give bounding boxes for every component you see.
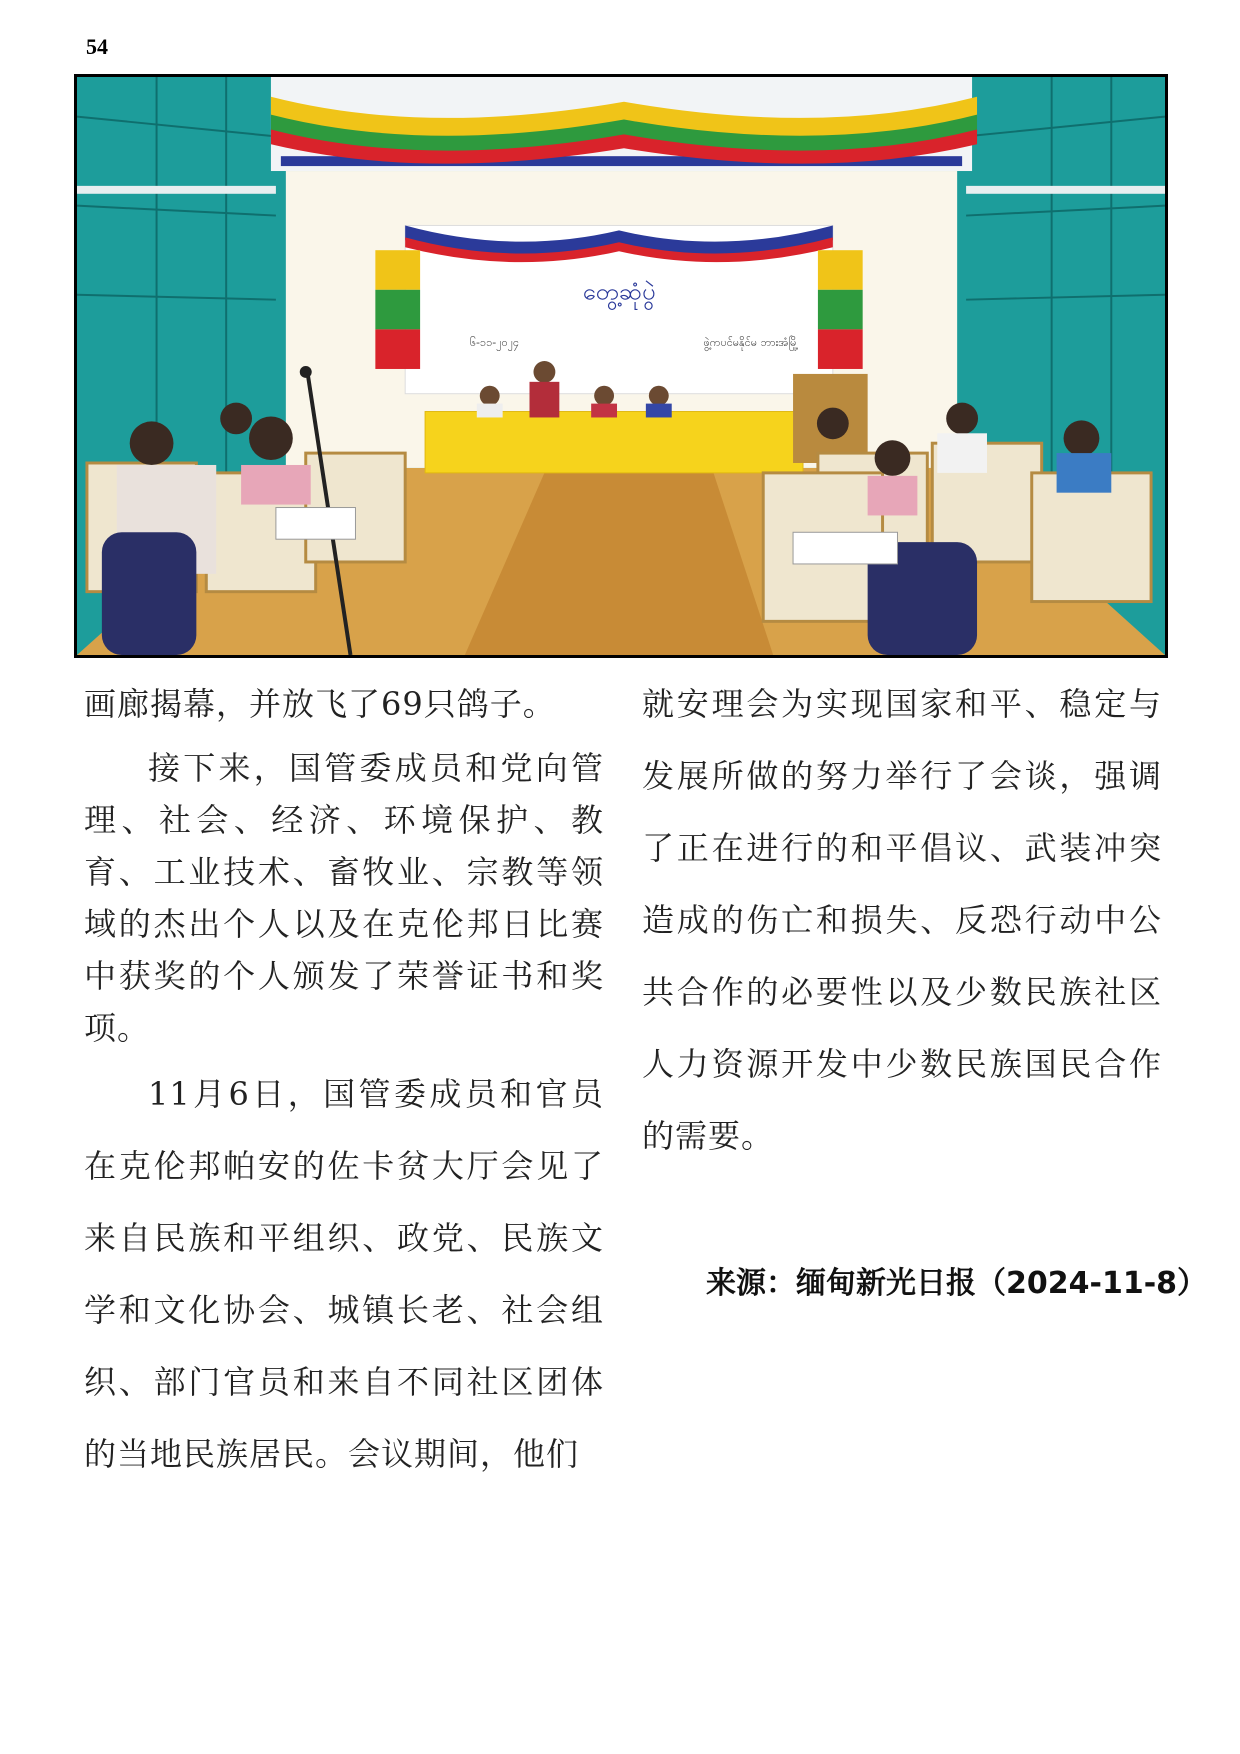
meeting-hall-photo	[74, 74, 1168, 658]
source-credit: 来源：缅甸新光日报（2024-11-8）	[706, 1266, 1208, 1301]
meeting-hall-illustration	[77, 77, 1165, 655]
article-paragraph: 接下来，国管委成员和党向管理、社会、经济、环境保护、教育、工业技术、畜牧业、宗教等领域的杰出个人以及在克伦邦日比赛中获奖的个人颁发了荣誉证书和奖项。	[84, 749, 604, 1047]
banner-date: ၆-၁၁-၂၀၂၄	[469, 336, 520, 350]
banner-title: တွေ့ဆုံပွဲ	[582, 277, 656, 306]
article-paragraph: 画廊揭幕，并放飞了69只鸽子。	[84, 685, 556, 723]
article-column-right	[642, 668, 1162, 1172]
banner-venue: ဖွဲ့ကပင်မနိုင်မ ဘားအံမြို့	[703, 336, 799, 350]
page-number: 54	[86, 34, 108, 59]
article-column-left	[84, 668, 604, 1490]
article-paragraph: 11月6日，国管委成员和官员在克伦邦帕安的佐卡贫大厅会见了来自民族和平组织、政党、民族文学和文化协会、城镇长老、社会组织、部门官员和来自不同社区团体的当地民族居民。会议期间，他们	[84, 1075, 604, 1473]
article-paragraph: 就安理会为实现国家和平、稳定与发展所做的努力举行了会谈，强调了正在进行的和平倡议、武装冲突造成的伤亡和损失、反恐行动中公共合作的必要性以及少数民族社区人力资源开发中少数民族国民合作的需要。	[642, 685, 1162, 1155]
flags-left	[375, 250, 420, 369]
flags-right	[818, 250, 863, 369]
